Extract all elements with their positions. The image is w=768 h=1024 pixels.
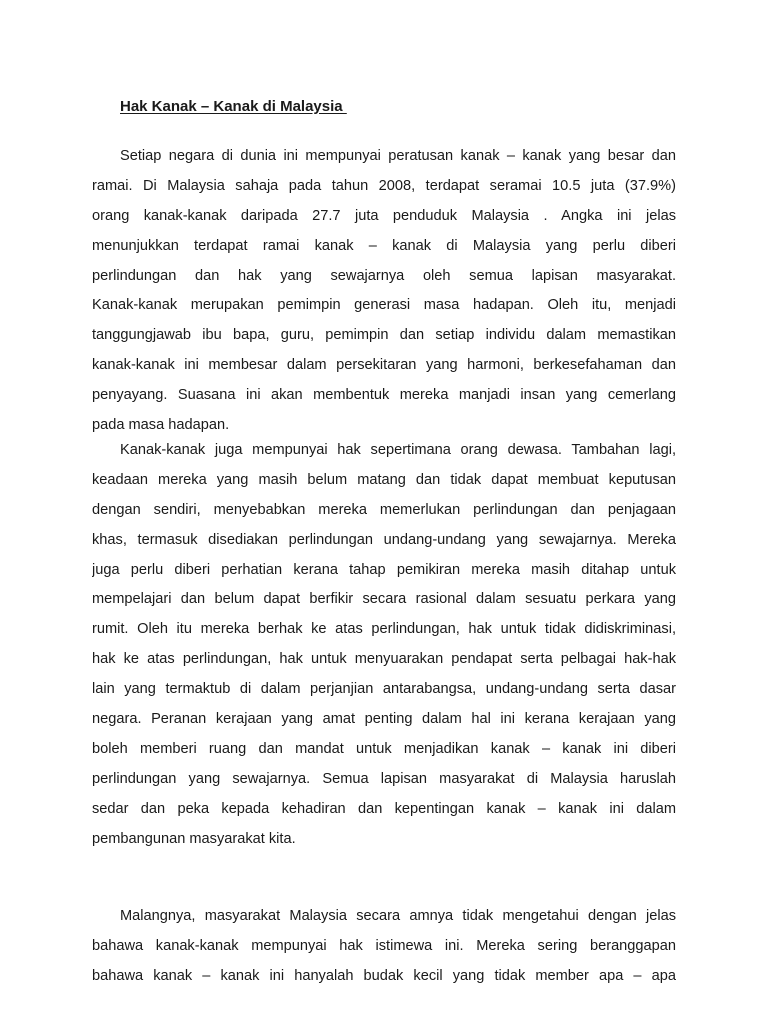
paragraph-line: keadaan mereka yang masih belum matang dan tidak dapat membuat keputusan <box>92 471 676 488</box>
paragraph-line: orang kanak-kanak daripada 27.7 juta penduduk Malaysia . Angka ini jelas <box>92 207 676 224</box>
paragraph-line: mempelajari dan belum dapat berfikir secara rasional dalam sesuatu perkara yang <box>92 591 676 608</box>
paragraph-1 <box>92 142 676 441</box>
paragraph-line: pada masa hadapan. <box>92 417 230 434</box>
paragraph-line: Kanak-kanak juga mempunyai hak sepertimana orang dewasa. Tambahan lagi, <box>120 442 676 458</box>
paragraph-line: ramai. Di Malaysia sahaja pada tahun 2008, terdapat seramai 10.5 juta (37.9%) <box>92 177 676 194</box>
paragraph-line: penyayang. Suasana ini akan membentuk mereka manjadi insan yang cemerlang <box>92 387 676 404</box>
paragraph-line: lain yang termaktub di dalam perjanjian antarabangsa, undang-undang serta dasar <box>92 681 676 698</box>
paragraph-line: Malangnya, masyarakat Malaysia secara amnya tidak mengetahui dengan jelas <box>120 908 676 924</box>
paragraph-line: khas, termasuk disediakan perlindungan undang-undang yang sewajarnya. Mereka <box>92 531 676 548</box>
paragraph-line: rumit. Oleh itu mereka berhak ke atas perlindungan, hak untuk tidak didiskriminasi, <box>92 621 676 638</box>
paragraph-line: tanggungjawab ibu bapa, guru, pemimpin dan setiap individu dalam memastikan <box>92 327 676 344</box>
paragraph-3 <box>92 902 676 992</box>
paragraph-line: bahawa kanak – kanak ini hanyalah budak kecil yang tidak member apa – apa <box>92 967 676 984</box>
paragraph-line: kanak-kanak ini membesar dalam persekitaran yang harmoni, berkesefahaman dan <box>92 357 676 374</box>
paragraph-line: perlindungan yang sewajarnya. Semua lapisan masyarakat di Malaysia haruslah <box>92 770 676 787</box>
paragraph-line: Setiap negara di dunia ini mempunyai peratusan kanak – kanak yang besar dan <box>120 148 676 164</box>
paragraph-line: hak ke atas perlindungan, hak untuk menyuarakan pendapat serta pelbagai hak-hak <box>92 651 676 668</box>
paragraph-2 <box>92 436 676 854</box>
document-title: Hak Kanak – Kanak di Malaysia <box>120 98 347 115</box>
paragraph-line: juga perlu diberi perhatian kerana tahap pemikiran mereka masih ditahap untuk <box>92 561 676 578</box>
paragraph-line: pembangunan masyarakat kita. <box>92 830 296 847</box>
paragraph-line: negara. Peranan kerajaan yang amat penting dalam hal ini kerana kerajaan yang <box>92 711 676 728</box>
paragraph-line: sedar dan peka kepada kehadiran dan kepentingan kanak – kanak ini dalam <box>92 800 676 817</box>
paragraph-line: dengan sendiri, menyebabkan mereka memerlukan perlindungan dan penjagaan <box>92 501 676 518</box>
paragraph-line: bahawa kanak-kanak mempunyai hak istimewa ini. Mereka sering beranggapan <box>92 937 676 954</box>
paragraph-line: perlindungan dan hak yang sewajarnya oleh semua lapisan masyarakat. <box>92 267 676 284</box>
paragraph-line: Kanak-kanak merupakan pemimpin generasi masa hadapan. Oleh itu, menjadi <box>92 297 676 314</box>
paragraph-line: menunjukkan terdapat ramai kanak – kanak di Malaysia yang perlu diberi <box>92 237 676 254</box>
paragraph-line: boleh memberi ruang dan mandat untuk menjadikan kanak – kanak ini diberi <box>92 740 676 757</box>
